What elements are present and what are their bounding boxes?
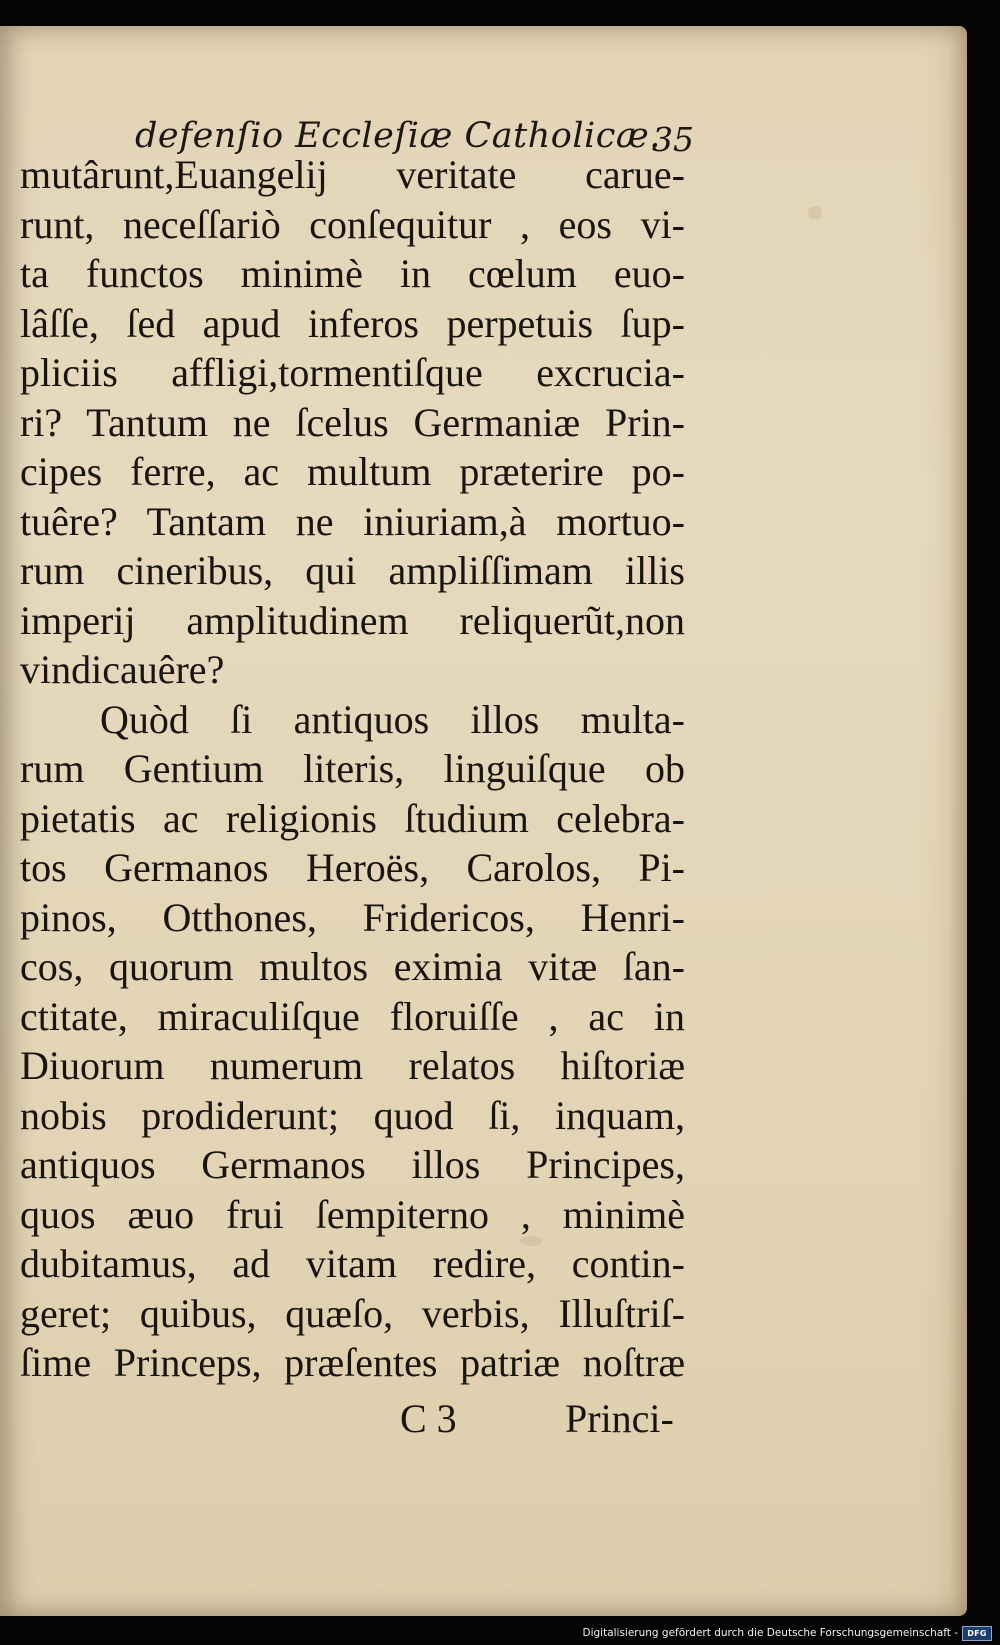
text-line: nobis prodiderunt; quod ſi, inquam, — [20, 1092, 685, 1138]
running-head: defenſio Eccleſiæ Catholicæ. — [135, 116, 661, 156]
text-line: pietatis ac religionis ſtudium celebra- — [20, 795, 685, 841]
text-line: tos Germanos Heroës, Carolos, Pi- — [20, 845, 685, 890]
text-line: lâſſe, ſed apud inferos perpetuis ſup- — [20, 300, 685, 346]
text-line: pliciis affligi,tormentiſque excrucia- — [20, 350, 685, 395]
text-line: ta functos minimè in cœlum euo- — [20, 251, 685, 296]
catchword: Princi- — [565, 1396, 674, 1441]
text-line: cos, quorum multos eximia vitæ ſan- — [20, 944, 685, 989]
text-line: cipes ferre, ac multum præterire po- — [20, 449, 685, 494]
text-line: pinos, Otthones, Fridericos, Henri- — [20, 894, 685, 940]
text-line: antiquos Germanos illos Principes, — [20, 1142, 685, 1187]
text-line: imperij amplitudinem reliquerũt,non — [20, 597, 685, 643]
text-line: runt, neceſſariò conſequitur , eos vi- — [20, 201, 685, 247]
credit-text: Digitalisierung gefördert durch die Deutsche Forschungsgemeinschaft - — [582, 1627, 958, 1639]
text-line: ſime Princeps, præſentes patriæ noſtræ — [20, 1340, 685, 1385]
dfg-logo: DFG — [962, 1626, 992, 1641]
text-line: vindicauêre? — [20, 647, 225, 692]
paper-stain — [808, 206, 822, 220]
digitization-credit — [582, 1624, 992, 1642]
text-line: tuêre? Tantam ne iniuriam,à mortuo- — [20, 498, 685, 544]
text-line: ctitate, miraculiſque floruiſſe , ac in — [20, 993, 685, 1039]
signature-mark: C 3 — [400, 1396, 457, 1441]
text-body — [20, 150, 685, 1388]
text-line: mutârunt,Euangelij veritate carue- — [20, 152, 685, 197]
page-number: 35 — [652, 120, 694, 159]
text-line: quos æuo frui ſempiterno , minimè — [20, 1191, 685, 1237]
text-line: Quòd ſi antiquos illos multa- — [100, 696, 685, 742]
text-line: dubitamus, ad vitam redire, contin- — [20, 1241, 685, 1286]
text-line: rum Gentium literis, linguiſque ob — [20, 746, 685, 791]
text-line: rum cineribus, qui ampliſſimam illis — [20, 548, 685, 593]
text-line: geret; quibus, quæſo, verbis, Illuſtriſ- — [20, 1290, 685, 1336]
text-line: ri? Tantum ne ſcelus Germaniæ Prin- — [20, 399, 685, 445]
text-line: Diuorum numerum relatos hiſtoriæ — [20, 1043, 685, 1088]
